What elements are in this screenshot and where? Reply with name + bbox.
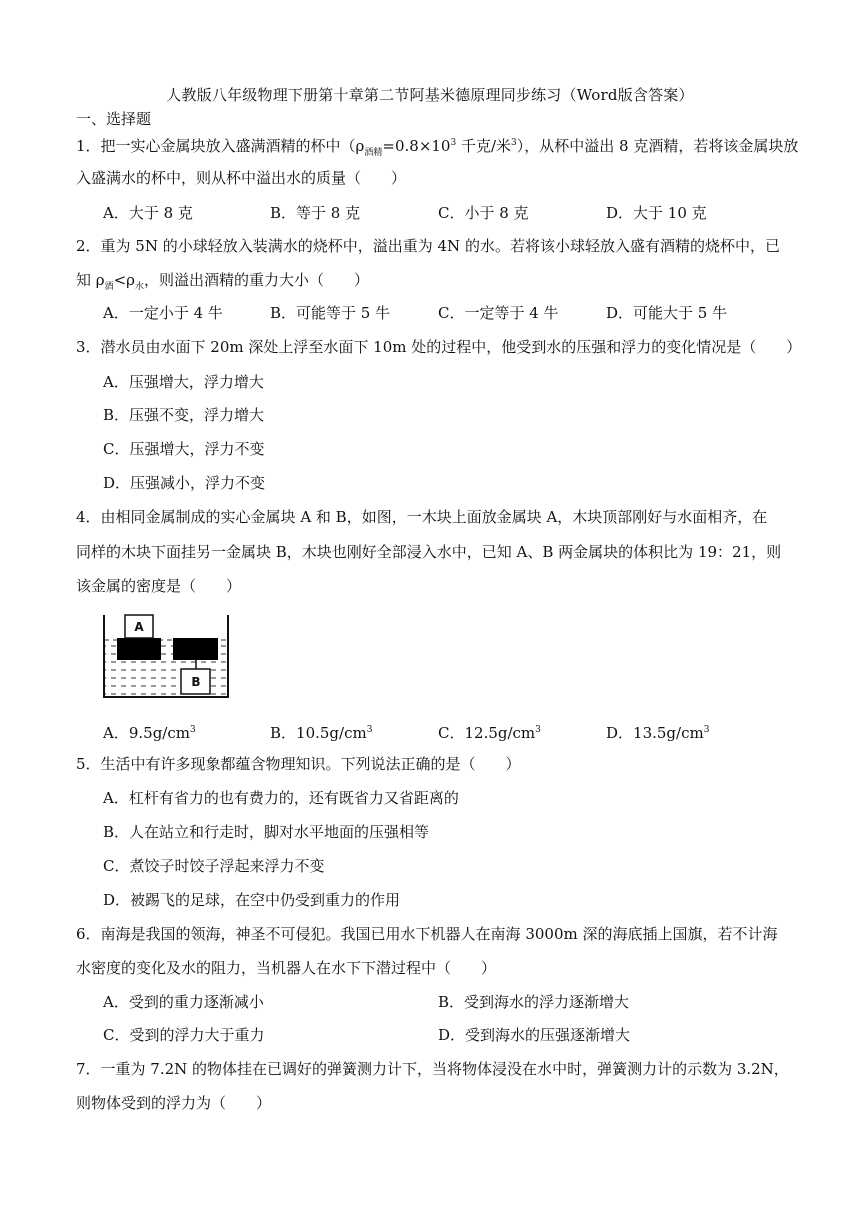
- question-2-option-a[interactable]: A．一定小于 4 牛: [103, 304, 223, 322]
- question-4-option-b[interactable]: B．$10.5g/cm^3$: [270, 724, 373, 742]
- question-5-option-c[interactable]: C．煮饺子时饺子浮起来浮力不变: [103, 857, 325, 875]
- question-3-option-d[interactable]: D．压强减小，浮力不变: [103, 474, 266, 492]
- question-3-option-c[interactable]: C．压强增大，浮力不变: [103, 440, 265, 458]
- question-7-line-2: 则物体受到的浮力为（ ）: [76, 1094, 272, 1112]
- container-figure: [100, 610, 234, 702]
- question-2-option-b[interactable]: B．可能等于 5 牛: [270, 304, 391, 322]
- question-4-line-2: 同样的木块下面挂另一金属块 B，木块也刚好全部浸入水中，已知 A、B 两金属块的体积比为 19：21，则: [76, 543, 782, 561]
- question-6-option-a[interactable]: A．受到的重力逐渐减小: [103, 993, 264, 1011]
- question-2-option-d[interactable]: D．可能大于 5 牛: [606, 304, 728, 322]
- question-1-option-a[interactable]: A．大于 8 克: [103, 204, 193, 222]
- question-3-option-b[interactable]: B．压强不变，浮力增大: [103, 406, 265, 424]
- question-6-line-1: 6．南海是我国的领海，神圣不可侵犯。我国已用水下机器人在南海 3000m 深的海底插上国旗，若不计海: [76, 925, 778, 943]
- question-1-option-b[interactable]: B．等于 8 克: [270, 204, 361, 222]
- question-2-option-c[interactable]: C．一定等于 4 牛: [438, 304, 559, 322]
- block-b-label: B: [191, 675, 201, 689]
- question-5-line-1: 5．生活中有许多现象都蕴含物理知识。下列说法正确的是（ ）: [76, 755, 521, 773]
- question-4-option-d[interactable]: D．$13.5g/cm^3$: [606, 724, 710, 742]
- question-5-option-b[interactable]: B．人在站立和行走时，脚对水平地面的压强相等: [103, 823, 430, 841]
- question-2-line-1: 2．重为 5N 的小球轻放入装满水的烧杯中，溢出重为 4N 的水。若将该小球轻放入盛有酒精的烧杯中，已: [76, 237, 780, 255]
- wood-block-right: [173, 638, 218, 660]
- section-heading: 一、选择题: [76, 110, 152, 128]
- question-2-line-2: 知 $\rho_酒<\rho_水$，则溢出酒精的重力大小（ ）: [76, 271, 370, 292]
- question-3-line-1: 3．潜水员由水面下 20m 深处上浮至水面下 10m 处的过程中，他受到水的压强和浮力的变化情况是（ ）: [76, 338, 802, 356]
- question-4-line-3: 该金属的密度是（ ）: [76, 577, 242, 595]
- question-6-option-b[interactable]: B．受到海水的浮力逐渐增大: [438, 993, 630, 1011]
- question-4-option-c[interactable]: C．$12.5g/cm^3$: [438, 724, 541, 742]
- question-1-option-d[interactable]: D．大于 10 克: [606, 204, 707, 222]
- wood-block-left: [117, 638, 161, 660]
- question-6-option-d[interactable]: D．受到海水的压强逐渐增大: [438, 1026, 631, 1044]
- question-7-line-1: 7．一重为 7.2N 的物体挂在已调好的弹簧测力计下，当将物体浸没在水中时，弹簧测力计的示数为 3.2N，: [76, 1060, 789, 1078]
- question-1-option-c[interactable]: C．小于 8 克: [438, 204, 529, 222]
- question-4-option-a[interactable]: A．$9.5g/cm^3$: [103, 724, 196, 742]
- question-1-line-2: 入盛满水的杯中，则从杯中溢出水的质量（ ）: [76, 169, 407, 187]
- question-4-line-1: 4．由相同金属制成的实心金属块 A 和 B，如图，一木块上面放金属块 A，木块顶部刚好与水面相齐，在: [76, 508, 768, 526]
- question-1-line-1: 1．把一实心金属块放入盛满酒精的杯中（$\rho_{酒精}=0.8\times 10^3$ 千克/米$^3$），从杯中溢出 8 克酒精，若将该金属块放: [76, 137, 799, 158]
- document-title: 人教版八年级物理下册第十章第二节阿基米德原理同步练习（Word版含答案）: [166, 86, 694, 104]
- question-3-option-a[interactable]: A．压强增大，浮力增大: [103, 373, 264, 391]
- question-5-option-d[interactable]: D．被踢飞的足球，在空中仍受到重力的作用: [103, 891, 401, 909]
- block-a-label: A: [134, 620, 144, 634]
- question-6-line-2: 水密度的变化及水的阻力，当机器人在水下下潜过程中（ ）: [76, 959, 497, 977]
- question-5-option-a[interactable]: A．杠杆有省力的也有费力的，还有既省力又省距离的: [103, 789, 459, 807]
- question-6-option-c[interactable]: C．受到的浮力大于重力: [103, 1026, 265, 1044]
